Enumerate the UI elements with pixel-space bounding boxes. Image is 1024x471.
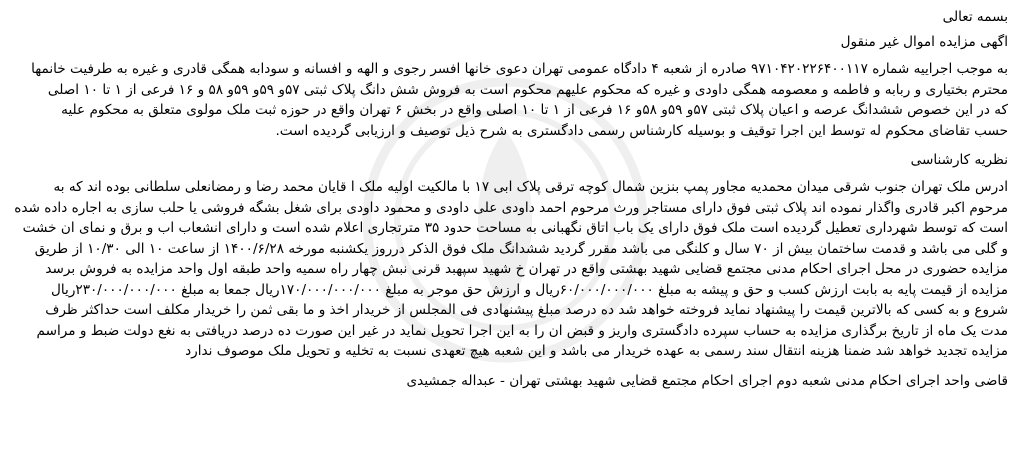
intro-line: محترم بختیاری و ربابه و فاطمه و معصومه همگی داودی و غیره که محکوم علیهم محکوم است به فروش شش دانگ پلاک ثبتی ۵۷و ۵۹و ۵۹و ۵۸ و ۱۶ فرعی از ۱ تا ۱۰ اصلی xyxy=(47,81,1008,98)
expert-opinion-heading: نظریه کارشناسی xyxy=(910,152,1008,168)
expert-line: ادرس ملک تهران جنوب شرقی میدان محمدیه مجاور پمپ بنزین شمال کوچه ترقی پلاک ابی ۱۷ با مالکیت اولیه ملک ا قایان محمد رضا و رمضانعلی سلطانی بوده اند که به xyxy=(53,179,1008,195)
expert-line: شروع و به کسی که بالاترین قیمت را پیشنهاد نماید فروخته خواهد شد ده درصد مبلغ پیشنهادی فی المجلس از خریدار اخذ و ما بقی ثمن را خریدار مکلف است حداکثر ظرف xyxy=(45,302,1008,318)
expert-line: مدت یک ماه از تاریخ برگذاری مزایده به حساب سپرده دادگستری واریز و قبض ان را به این اجرا تحویل نماید در غیر این صورت ده درصد دریافتی به نغع دولت ضبط و مراسم xyxy=(36,322,1008,339)
notice-title: اگهی مزایده اموال غیر منقول xyxy=(840,34,1008,50)
expert-line: و گلی می باشد و قدمت ساختمان بیش از ۷۰ سال و کلنگی می باشد مقرر گردید ششدانگ ملک فوق الذکر درروز یکشنبه مورخه ۱۴۰۰/۶/۲۸ از ساعت ۱۰ الی ۱۰/۳۰ از طریق xyxy=(34,240,1008,257)
bismillah-heading: بسمه تعالی xyxy=(942,9,1008,25)
expert-opinion-paragraph xyxy=(12,177,1008,362)
expert-line: مزایده حضوری در محل اجرای احکام مدنی مجتمع قضایی شهید بهشتی واقع در تهران خ شهید سپهبد قرنی نبش چهار راه سمیه واحد طبقه اول واحد مزایده به فروش برسد xyxy=(45,261,1008,277)
intro-line: حسب تقاضای محکوم له توسط این اجرا توقیف و بوسیله کارشناس رسمی دادگستری به شرح ذیل توصیف و ارزیابی گردیده است. xyxy=(275,122,1008,139)
judge-signature-line: قاضی واحد اجرای احکام مدنی شعبه دوم اجرای احکام مجتمع قضایی شهید بهشتی تهران - عبداله جمشیدی xyxy=(406,372,1008,389)
intro-line: که در این خصوص ششدانگ عرصه و اعیان پلاک ثبتی ۵۷و ۵۹و ۵۸و ۱۶ فرعی از ۱ تا ۱۰ اصلی واقع در بخش ۶ تهران واقع در حوزه ثبت ملک مولوی متعلق به محکوم علیه xyxy=(61,102,1008,118)
expert-line: مزایده از قیمت پایه به بابت ارزش کسب و حق و پیشه به مبلغ ۶۰/۰۰۰/۰۰۰/۰۰۰ریال و ارزش حق موجر به مبلغ ۱۷۰/۰۰۰/۰۰۰/۰۰۰ریال جمعا به مبلغ ۲۳۰/۰۰۰/۰۰۰/۰۰۰ریال xyxy=(51,281,1008,298)
expert-line: مرحوم اکبر قادری واگذار نموده اند پلاک ثبتی فوق دارای مستاجر ورث مرحوم احمد داودی علی داودی و محمود داودی برای شغل بشگه فروشی یا حلب سازی به اجاره داده شده xyxy=(14,199,1008,216)
expert-line: مزایده تجدید خواهد شد ضمنا هزینه انتقال سند رسمی به عهده خریدار می باشد و این شعبه هیچ تعهدی نسبت به تخلیه و تحویل ملک موصوف ندارد xyxy=(185,343,1008,359)
expert-line: است که توسط شهرداری تعطیل گردیده است ملک فوق دارای یک باب اتاق نگهبانی به مساحت حدود ۳۵ مترتجاری اعلام شده است و دارای انشعاب اب و برق و نمای ان خشت xyxy=(22,220,1008,236)
intro-paragraph xyxy=(12,59,1008,141)
intro-line: به موجب اجراییه شماره ۹۷۱۰۴۲۰۲۲۶۴۰۰۱۱۷ صادره از شعبه ۴ دادگاه عمومی تهران دعوی خانها افسر رجوی و الهه و افسانه و سودابه همگی قادری و غیره به طرفیت خانمها xyxy=(31,61,1008,77)
